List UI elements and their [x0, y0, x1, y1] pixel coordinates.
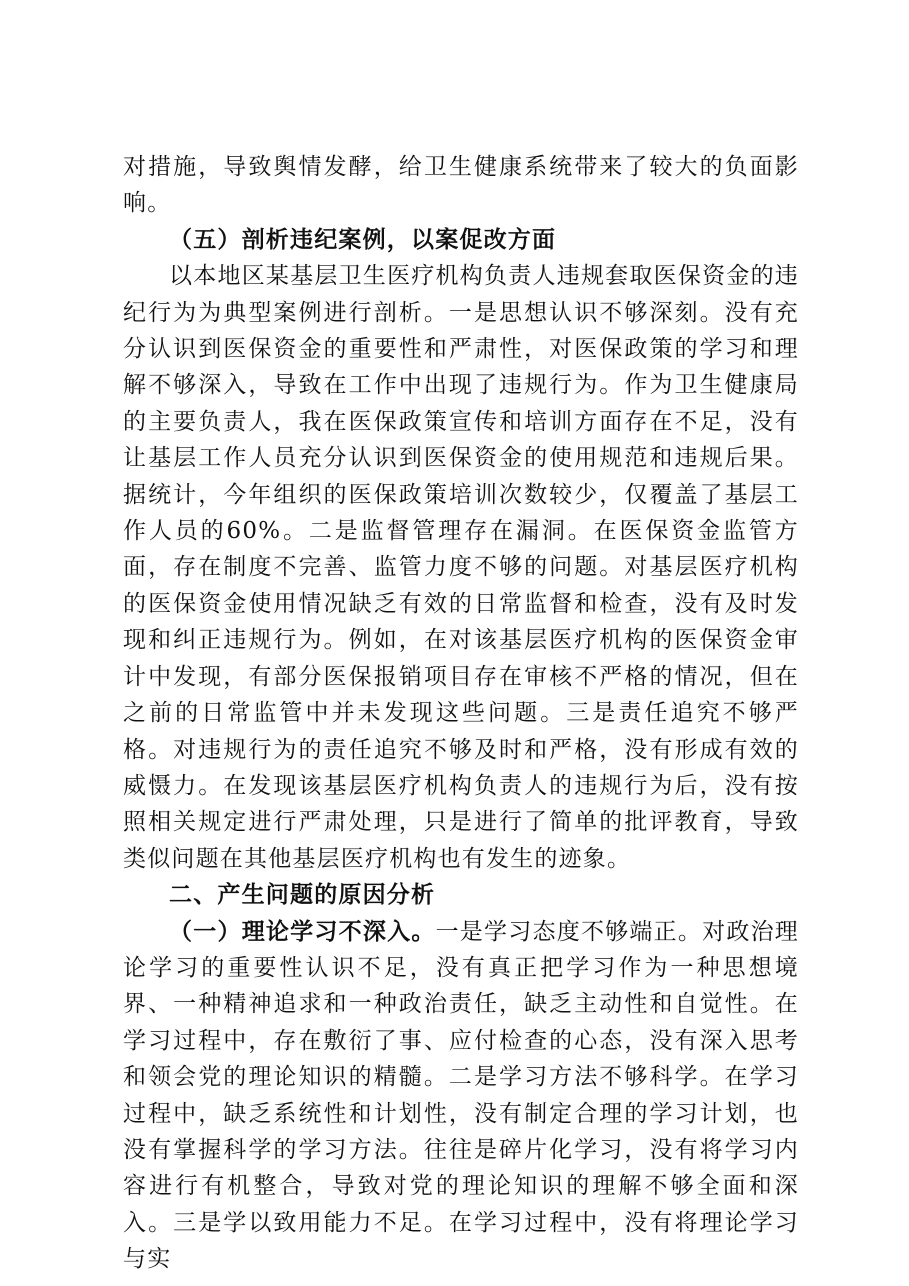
paragraph-theory-study [123, 914, 799, 1278]
section-heading-5: （五）剖析违纪案例，以案促改方面 [169, 225, 557, 253]
subsection-lead: （一）理论学习不深入。 [169, 917, 436, 945]
paragraph-case-analysis: 以本地区某基层卫生医疗机构负责人违规套取医保资金的违纪行为为典型案例进行剖析。一是思想认识不够深刻。没有充分认识到医保资金的重要性和严肃性，对医保政策的学习和理解不够深入，导致在工作中出现了违规行为。作为卫生健康局的主要负责人，我在医保政策宣传和培训方面存在不足，没有让基层工作人员充分认识到医保资金的使用规范和违规后果。据统计，今年组织的医保政策培训次数较少，仅覆盖了基层工作人员的60%。二是监督管理存在漏洞。在医保资金监管方面，存在制度不完善、监管力度不够的问题。对基层医疗机构的医保资金使用情况缺乏有效的日常监督和检查，没有及时发现和纠正违规行为。例如，在对该基层医疗机构的医保资金审计中发现，有部分医保报销项目存在审核不严格的情况，但在之前的日常监管中并未发现这些问题。三是责任追究不够严格。对违规行为的责任追究不够及时和严格，没有形成有效的威慑力。在发现该基层医疗机构负责人的违规行为后，没有按照相关规定进行严肃处理，只是进行了简单的批评教育，导致类似问题在其他基层医疗机构也有发生的迹象。 [123, 263, 799, 872]
paragraph-continuation: 对措施，导致舆情发酵，给卫生健康系统带来了较大的负面影响。 [123, 154, 799, 217]
document-body [123, 149, 799, 1278]
paragraph-theory-study-text: 一是学习态度不够端正。对政治理论学习的重要性认识不足，没有真正把学习作为一种思想境界、一种精神追求和一种政治责任，缺乏主动性和自觉性。在学习过程中，存在敷衍了事、应付检查的心态，没有深入思考和领会党的理论知识的精髓。二是学习方法不够科学。在学习过程中，缺乏系统性和计划性，没有制定合理的学习计划，也没有掌握科学的学习方法。往往是碎片化学习，没有将学习内容进行有机整合，导致对党的理论知识的理解不够全面和深入。三是学以致用能力不足。在学习过程中，没有将理论学习与实 [123, 918, 800, 1273]
chapter-heading-2: 二、产生问题的原因分析 [169, 881, 436, 909]
